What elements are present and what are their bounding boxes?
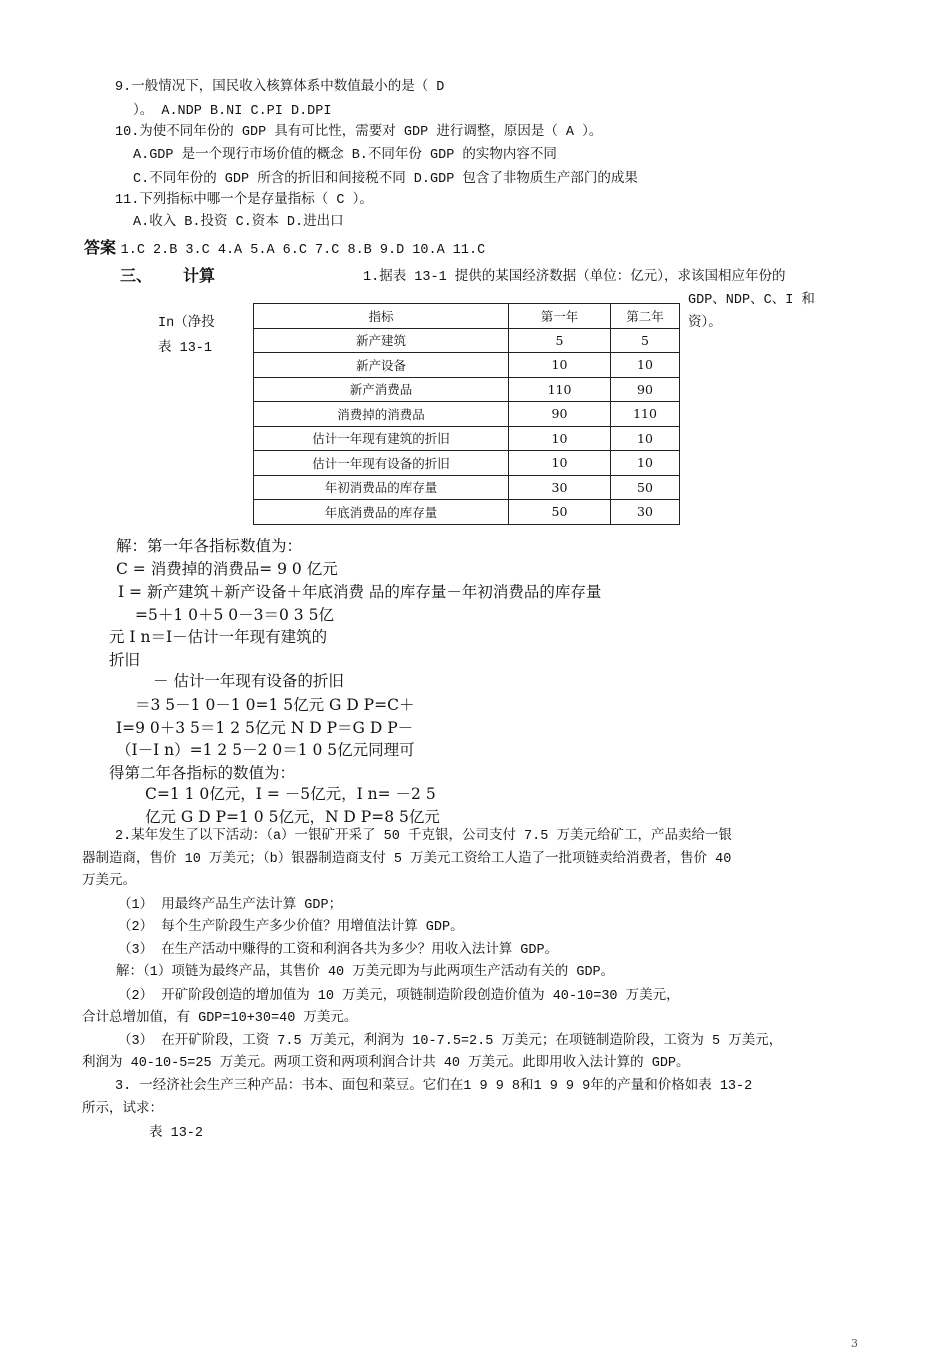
table-row xyxy=(254,500,680,525)
table-cell: 10 xyxy=(509,353,611,378)
problem2-question: （1） 用最终产品生产法计算 GDP； xyxy=(118,898,343,913)
table-cell: 5 xyxy=(611,328,680,353)
table-cell: 110 xyxy=(611,402,680,427)
q10-line3: C.不同年份的 GDP 所含的折旧和间接税不同 D.GDP 包含了非物质生产部门的成果 xyxy=(133,172,638,187)
table-cell: 估计一年现有建筑的折旧 xyxy=(254,426,509,451)
problem2-solution: 利润为 40-10-5=25 万美元。两项工资和两项利润合计共 40 万美元。此即用收入法计算的 GDP。 xyxy=(82,1056,690,1071)
table-cell: 10 xyxy=(611,353,680,378)
table-header-cell: 第二年 xyxy=(611,304,680,329)
table-row xyxy=(254,377,680,402)
problem2-line: 器制造商，售价 10 万美元；（b）银器制造商支付 5 万美元工资给工人造了一批项链卖给消费者，售价 40 xyxy=(82,852,732,867)
solution1-line: C = 消费掉的消费品= 9 0 亿元 xyxy=(116,560,338,578)
problem3-line: 所示，试求： xyxy=(82,1102,163,1117)
solution1-line: I = 新产建筑＋新产设备＋年底消费 品的库存量－年初消费品的库存量 xyxy=(118,583,602,601)
table-cell: 90 xyxy=(611,377,680,402)
table-row xyxy=(254,328,680,353)
table-header-cell: 指标 xyxy=(254,304,509,329)
problem1-line3: 资）。 xyxy=(688,316,722,331)
table-cell: 90 xyxy=(509,402,611,427)
table-cell: 5 xyxy=(509,328,611,353)
table-cell: 110 xyxy=(509,377,611,402)
answers-text: 1.C 2.B 3.C 4.A 5.A 6.C 7.C 8.B 9.D 10.A 11.C xyxy=(120,243,486,258)
in-label: In（净投 xyxy=(158,316,215,331)
solution1-line: ＝3 5－1 0－1 0=1 5亿元 G D P=C＋ xyxy=(135,696,415,714)
table-13-1 xyxy=(253,303,680,525)
problem2-question: （2） 每个生产阶段生产多少价值？用增值法计算 GDP。 xyxy=(118,920,464,935)
table-cell: 年底消费品的库存量 xyxy=(254,500,509,525)
solution1-line: （I－I n）=1 2 5－2 0＝1 0 5亿元同理可 xyxy=(116,741,415,759)
table-cell: 估计一年现有设备的折旧 xyxy=(254,451,509,476)
table-cell: 年初消费品的库存量 xyxy=(254,475,509,500)
solution1-line: C=1 1 0亿元，I = －5亿元，I n= －2 5 xyxy=(145,785,436,803)
problem2-solution: 解：（1）项链为最终产品，其售价 40 万美元即为与此两项生产活动有关的 GDP。 xyxy=(116,965,615,980)
table-cell: 10 xyxy=(509,451,611,476)
problem2-solution: （2） 开矿阶段创造的增加值为 10 万美元，项链制造阶段创造价值为 40-10=30 万美元， xyxy=(118,989,680,1004)
table-cell: 30 xyxy=(611,500,680,525)
solution1-line: 元 I n＝I－估计一年现有建筑的 xyxy=(109,628,328,646)
table1-label: 表 13-1 xyxy=(158,341,213,356)
table-row xyxy=(254,426,680,451)
solution1-line: 得第二年各指标的数值为： xyxy=(109,764,296,782)
table-cell: 50 xyxy=(509,500,611,525)
solution1-line: =5＋1 0＋5 0－3＝0 3 5亿 xyxy=(135,606,334,624)
table2-label: 表 13-2 xyxy=(149,1126,204,1141)
table-cell: 50 xyxy=(611,475,680,500)
solution1-line: 亿元 G D P=1 0 5亿元，N D P=8 5亿元 xyxy=(145,808,440,826)
table-row xyxy=(254,353,680,378)
table-cell: 10 xyxy=(611,426,680,451)
table-cell: 消费掉的消费品 xyxy=(254,402,509,427)
table-cell: 新产设备 xyxy=(254,353,509,378)
q11-line2: A.收入 B.投资 C.资本 D.进出口 xyxy=(133,215,344,230)
solution1-line: － 估计一年现有设备的折旧 xyxy=(153,672,344,690)
answers-label: 答案 xyxy=(84,238,117,257)
solution1-line: 折旧 xyxy=(109,651,141,669)
q9-line1: 9.一般情况下，国民收入核算体系中数值最小的是（ D xyxy=(115,80,445,95)
q11-line1: 11.下列指标中哪一个是存量指标（ C ）。 xyxy=(115,193,373,208)
page-number: 3 xyxy=(851,1337,858,1350)
problem2-question: （3） 在生产活动中赚得的工资和利润各共为多少？用收入法计算 GDP。 xyxy=(118,943,559,958)
section3-number: 三、 xyxy=(120,266,153,285)
q9-line2: ）。 A.NDP B.NI C.PI D.DPI xyxy=(133,104,332,119)
table-cell: 30 xyxy=(509,475,611,500)
table-cell: 新产建筑 xyxy=(254,328,509,353)
problem1-line1: 1.据表 13-1 提供的某国经济数据（单位：亿元），求该国相应年份的 xyxy=(363,270,786,285)
solution1-line: I=9 0＋3 5＝1 2 5亿元 N D P＝G D P－ xyxy=(116,719,414,737)
table-row xyxy=(254,475,680,500)
table-cell: 10 xyxy=(611,451,680,476)
table-cell: 10 xyxy=(509,426,611,451)
problem2-solution: 合计总增加值，有 GDP=10+30=40 万美元。 xyxy=(82,1011,358,1026)
table-row xyxy=(254,451,680,476)
problem1-line2: GDP、NDP、C、I 和 xyxy=(688,293,815,308)
q10-line1: 10.为使不同年份的 GDP 具有可比性，需要对 GDP 进行调整，原因是（ A ）。 xyxy=(115,125,603,140)
table-header-row xyxy=(254,304,680,329)
table-cell: 新产消费品 xyxy=(254,377,509,402)
q10-line2: A.GDP 是一个现行市场价值的概念 B.不同年份 GDP 的实物内容不同 xyxy=(133,148,557,163)
table-row xyxy=(254,402,680,427)
problem2-line: 万美元。 xyxy=(82,874,136,889)
problem3-line: 3. 一经济社会生产三种产品：书本、面包和菜豆。它们在1 9 9 8和1 9 9 9年的产量和价格如表 13-2 xyxy=(115,1079,753,1094)
problem2-line: 2.某年发生了以下活动：（a）一银矿开采了 50 千克银，公司支付 7.5 万美元给矿工，产品卖给一银 xyxy=(115,829,732,844)
section3-title: 计算 xyxy=(183,266,216,285)
answers-row xyxy=(84,238,485,261)
solution1-line: 解：第一年各指标数值为： xyxy=(116,537,303,555)
table-header-cell: 第一年 xyxy=(509,304,611,329)
problem2-solution: （3） 在开矿阶段，工资 7.5 万美元，利润为 10-7.5=2.5 万美元；在项链制造阶段，工资为 5 万美元， xyxy=(118,1034,783,1049)
